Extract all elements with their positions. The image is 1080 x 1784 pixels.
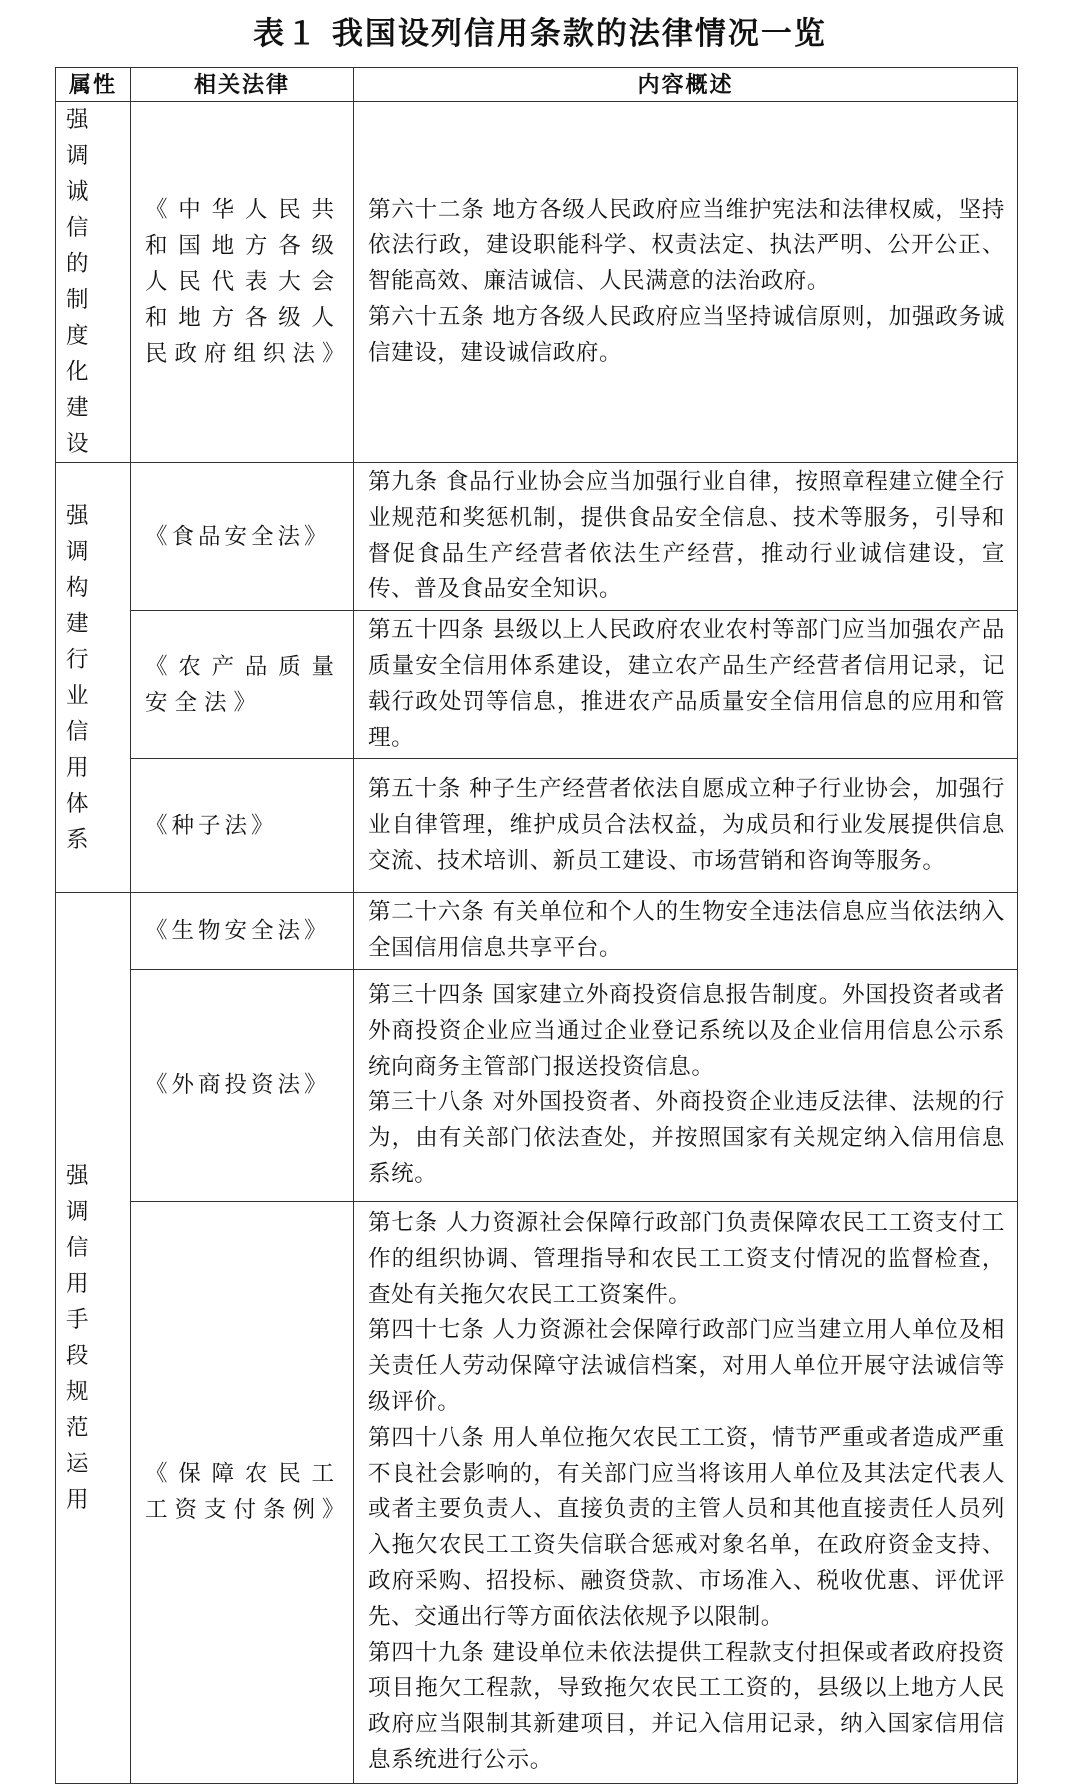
law-name-cell: 《生物安全法》 <box>131 893 354 970</box>
law-name-cell: 《食品安全法》 <box>131 463 354 611</box>
law-name-cell: 《种子法》 <box>131 759 354 893</box>
table-row <box>56 1201 1018 1783</box>
law-name-cell: 《农产品质量安全法》 <box>131 611 354 759</box>
header-row <box>56 68 1018 102</box>
content-cell <box>354 969 1018 1201</box>
content-cell <box>354 611 1018 759</box>
content-paragraph: 第五十四条 县级以上人民政府农业农村等部门应当加强农产品质量安全信用体系建设，建立农产品生产经营者信用记录，记载行政处罚等信息，推进农产品质量安全信用信息的应用和管理。 <box>368 617 1005 751</box>
content-cell <box>354 1201 1018 1783</box>
content-paragraph: 第四十八条 用人单位拖欠农民工工资，情节严重或者造成严重不良社会影响的，有关部门应当将该用人单位及其法定代表人或者主要负责人、直接负责的主管人员和其他直接责任人员列入拖欠农民工工资失信联合惩戒对象名单，在政府资金支持、政府采购、招投标、融资贷款、市场准入、税收优惠、评优评先、交通出行等方面依法依规予以限制。 <box>368 1424 1005 1630</box>
law-name-cell: 《外商投资法》 <box>131 969 354 1201</box>
content-paragraph: 第五十条 种子生产经营者依法自愿成立种子行业协会，加强行业自律管理，维护成员合法权益，为成员和行业发展提供信息交流、技术培训、新员工建设、市场营销和咨询等服务。 <box>368 776 1005 874</box>
content-paragraph: 第三十四条 国家建立外商投资信息报告制度。外国投资者或者外商投资企业应当通过企业登记系统以及企业信用信息公示系统向商务主管部门报送投资信息。 <box>368 982 1005 1080</box>
table-row <box>56 463 1018 611</box>
attribute-cell: 强调构建行业信用体系 <box>56 463 131 893</box>
content-cell <box>354 893 1018 970</box>
header-content: 内容概述 <box>354 68 1018 102</box>
table-title: 表１ 我国设列信用条款的法律情况一览 <box>253 16 827 52</box>
content-paragraph: 第七条 人力资源社会保障行政部门负责保障农民工工资支付工作的组织协调、管理指导和农民工工资支付情况的监督检查，查处有关拖欠农民工工资案件。 <box>368 1210 1005 1308</box>
table-row <box>56 759 1018 893</box>
header-attribute: 属性 <box>56 68 131 102</box>
content-paragraph: 第六十二条 地方各级人民政府应当维护宪法和法律权威，坚持依法行政，建设职能科学、权责法定、执法严明、公开公正、智能高效、廉洁诚信、人民满意的法治政府。 <box>368 196 1005 295</box>
attribute-cell: 强调信用手段规范运用 <box>56 893 131 1784</box>
table-row <box>56 893 1018 970</box>
attribute-cell: 强调诚信的制度化建设 <box>56 102 131 463</box>
header-law: 相关法律 <box>131 68 354 102</box>
law-table <box>55 67 1018 1784</box>
content-paragraph: 第六十五条 地方各级人民政府应当坚持诚信原则，加强政务诚信建设，建设诚信政府。 <box>368 303 1005 366</box>
content-cell <box>354 463 1018 611</box>
content-paragraph: 第九条 食品行业协会应当加强行业自律，按照章程建立健全行业规范和奖惩机制，提供食品安全信息、技术等服务，引导和督促食品生产经营者依法生产经营，推动行业诚信建设，宣传、普及食品安全知识。 <box>368 469 1005 603</box>
content-cell <box>354 102 1018 463</box>
table-row <box>56 611 1018 759</box>
content-paragraph: 第四十九条 建设单位未依法提供工程款支付担保或者政府投资项目拖欠工程款，导致拖欠农民工工资的，县级以上地方人民政府应当限制其新建项目，并记入信用记录，纳入国家信用信息系统进行公示。 <box>368 1639 1005 1774</box>
law-name-cell: 《中华人民共和国地方各级人民代表大会和地方各级人民政府组织法》 <box>131 102 354 463</box>
content-paragraph: 第三十八条 对外国投资者、外商投资企业违反法律、法规的行为，由有关部门依法查处，并按照国家有关规定纳入信用信息系统。 <box>368 1089 1005 1188</box>
content-paragraph: 第四十七条 人力资源社会保障行政部门应当建立用人单位及相关责任人劳动保障守法诚信档案，对用人单位开展守法诚信等级评价。 <box>368 1317 1005 1416</box>
content-paragraph: 第二十六条 有关单位和个人的生物安全违法信息应当依法纳入全国信用信息共享平台。 <box>368 899 1005 962</box>
table-row <box>56 969 1018 1201</box>
law-name-cell: 《保障农民工工资支付条例》 <box>131 1201 354 1783</box>
table-row <box>56 102 1018 463</box>
content-cell <box>354 759 1018 893</box>
